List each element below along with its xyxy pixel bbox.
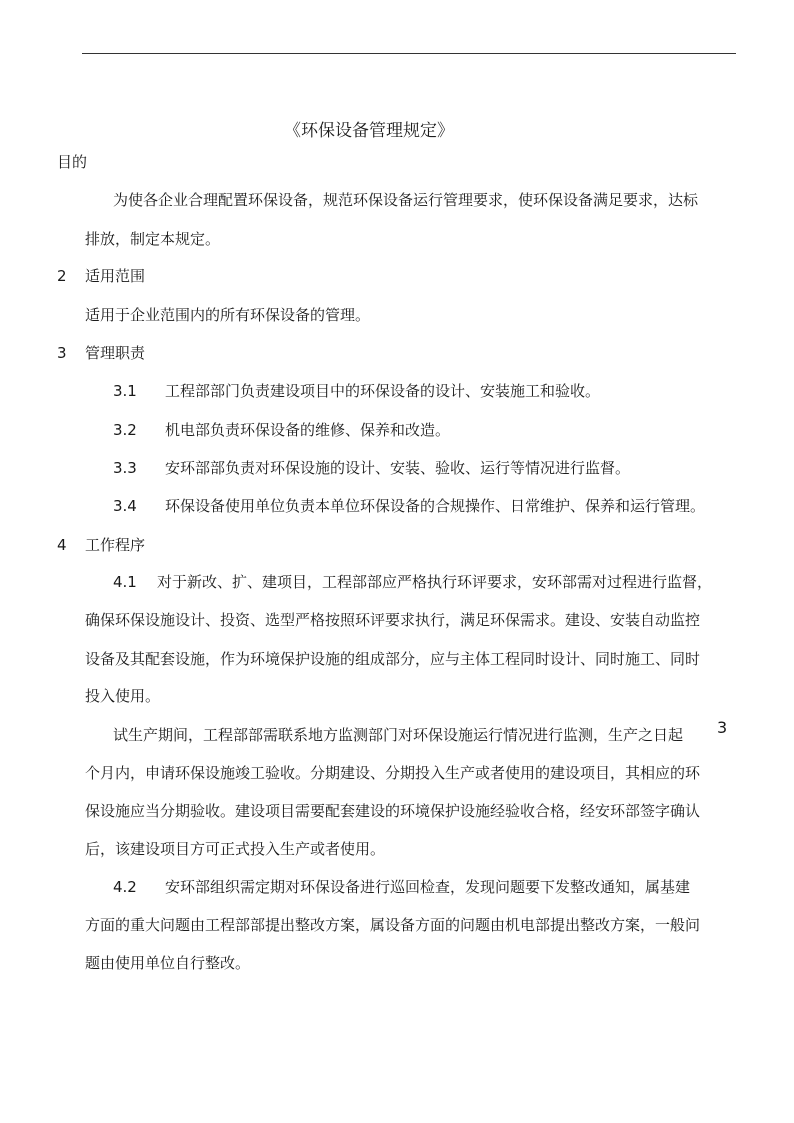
section-3-heading: 管理职责 (85, 344, 146, 362)
item-text: 工程部部门负责建设项目中的环保设备的设计、安装施工和验收。 (165, 382, 601, 400)
item-number: 3.1 (113, 382, 137, 400)
section-2-paragraph: 适用于企业范围内的所有环保设备的管理。 (85, 306, 371, 324)
item-number: 3.3 (113, 459, 137, 477)
paragraph-line: 题由使用单位自行整改。 (85, 954, 251, 972)
header-rule (82, 53, 736, 54)
paragraph-line: 安环部组织需定期对环保设备进行巡回检查，发现问题要下发整改通知，属基建 (165, 878, 691, 896)
item-number: 3.4 (113, 497, 137, 515)
section-1-paragraph-line: 为使各企业合理配置环保设备，规范环保设备运行管理要求，使环保设备满足要求，达标 (113, 191, 699, 209)
item-number: 4.2 (113, 878, 137, 896)
item-number: 4.1 (113, 573, 137, 591)
item-text: 环保设备使用单位负责本单位环保设备的合规操作、日常维护、保养和运行管理。 (165, 497, 706, 515)
paragraph-line: 后，该建设项目方可正式投入生产或者使用。 (85, 840, 386, 858)
item-text: 机电部负责环保设备的维修、保养和改造。 (165, 421, 451, 439)
section-2-heading: 适用范围 (85, 267, 146, 285)
paragraph-line: 确保环保设施设计、投资、选型严格按照环评要求执行，满足环保需求。建设、安装自动监控 (85, 611, 701, 629)
paragraph-line: 保设施应当分期验收。建设项目需要配套建设的环境保护设施经验收合格，经安环部签字确认 (85, 802, 701, 820)
section-4-heading: 工作程序 (85, 536, 146, 554)
paragraph-line: 对于新改、扩、建项目，工程部部应严格执行环评要求，安环部需对过程进行监督， (157, 573, 713, 591)
section-3-number: 3 (57, 344, 67, 362)
paragraph-line: 个月内，申请环保设施竣工验收。分期建设、分期投入生产或者使用的建设项目，其相应的环 (85, 764, 701, 782)
section-1-paragraph-line: 排放，制定本规定。 (85, 230, 221, 248)
paragraph-line: 设备及其配套设施，作为环境保护设施的组成部分，应与主体工程同时设计、同时施工、同时 (85, 650, 701, 668)
paragraph-line: 方面的重大问题由工程部部提出整改方案，属设备方面的问题由机电部提出整改方案，一般问 (85, 916, 701, 934)
section-1-heading: 目的 (57, 153, 88, 171)
document-title: 《环保设备管理规定》 (284, 121, 454, 141)
paragraph-line: 投入使用。 (85, 687, 161, 705)
item-number: 3.2 (113, 421, 137, 439)
raised-number: 3 (717, 718, 728, 737)
section-4-number: 4 (57, 536, 67, 554)
paragraph-line: 试生产期间，工程部部需联系地方监测部门对环保设施运行情况进行监测，生产之日起 (113, 726, 684, 744)
item-text: 安环部部负责对环保设施的设计、安装、验收、运行等情况进行监督。 (165, 459, 631, 477)
section-2-number: 2 (57, 267, 67, 285)
